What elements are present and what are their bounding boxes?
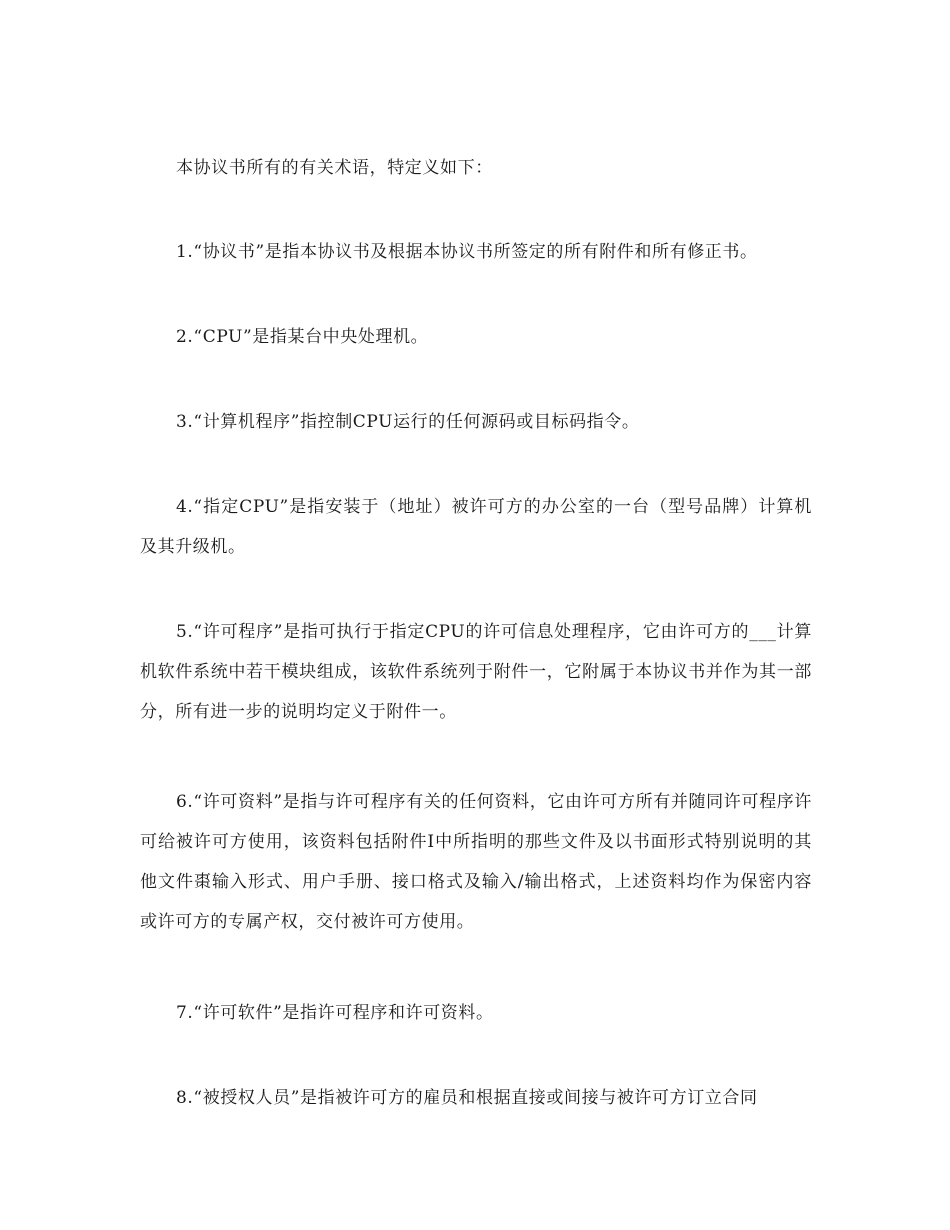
intro-paragraph: 本协议书所有的有关术语，特定义如下： — [176, 158, 493, 178]
definition-6-paragraph: 6.“许可资料”是指与许可程序有关的任何资料，它由许可方所有并随同许可程序许可给被许可方使用，该资料包括附件I中所指明的那些文件及以书面形式特别说明的其他文件棗输入形式、用户手册、接口格式及输入/输出格式，上述资料均作为保密内容或许可方的专属产权，交付被许可方使用。 — [140, 792, 812, 932]
definition-8-paragraph: 8.“被授权人员”是指被许可方的雇员和根据直接或间接与被许可方订立合同 — [176, 1088, 758, 1108]
definition-1-paragraph: 1.“协议书”是指本协议书及根据本协议书所签定的所有附件和所有修正书。 — [176, 242, 758, 262]
definition-5-paragraph: 5.“许可程序”是指可执行于指定CPU的许可信息处理程序，它由许可方的___计算机软件系统中若干模块组成，该软件系统列于附件一，它附属于本协议书并作为其一部分，所有进一步的说明均定义于附件一。 — [140, 622, 812, 722]
definition-3-paragraph: 3.“计算机程序”指控制CPU运行的任何源码或目标码指令。 — [176, 412, 640, 432]
definition-4-paragraph: 4.“指定CPU”是指安装于（地址）被许可方的办公室的一台（型号品牌）计算机及其升级机。 — [140, 497, 812, 557]
definition-7-paragraph: 7.“许可软件”是指许可程序和许可资料。 — [176, 1003, 494, 1023]
definition-2-paragraph: 2.“CPU”是指某台中央处理机。 — [176, 327, 429, 347]
